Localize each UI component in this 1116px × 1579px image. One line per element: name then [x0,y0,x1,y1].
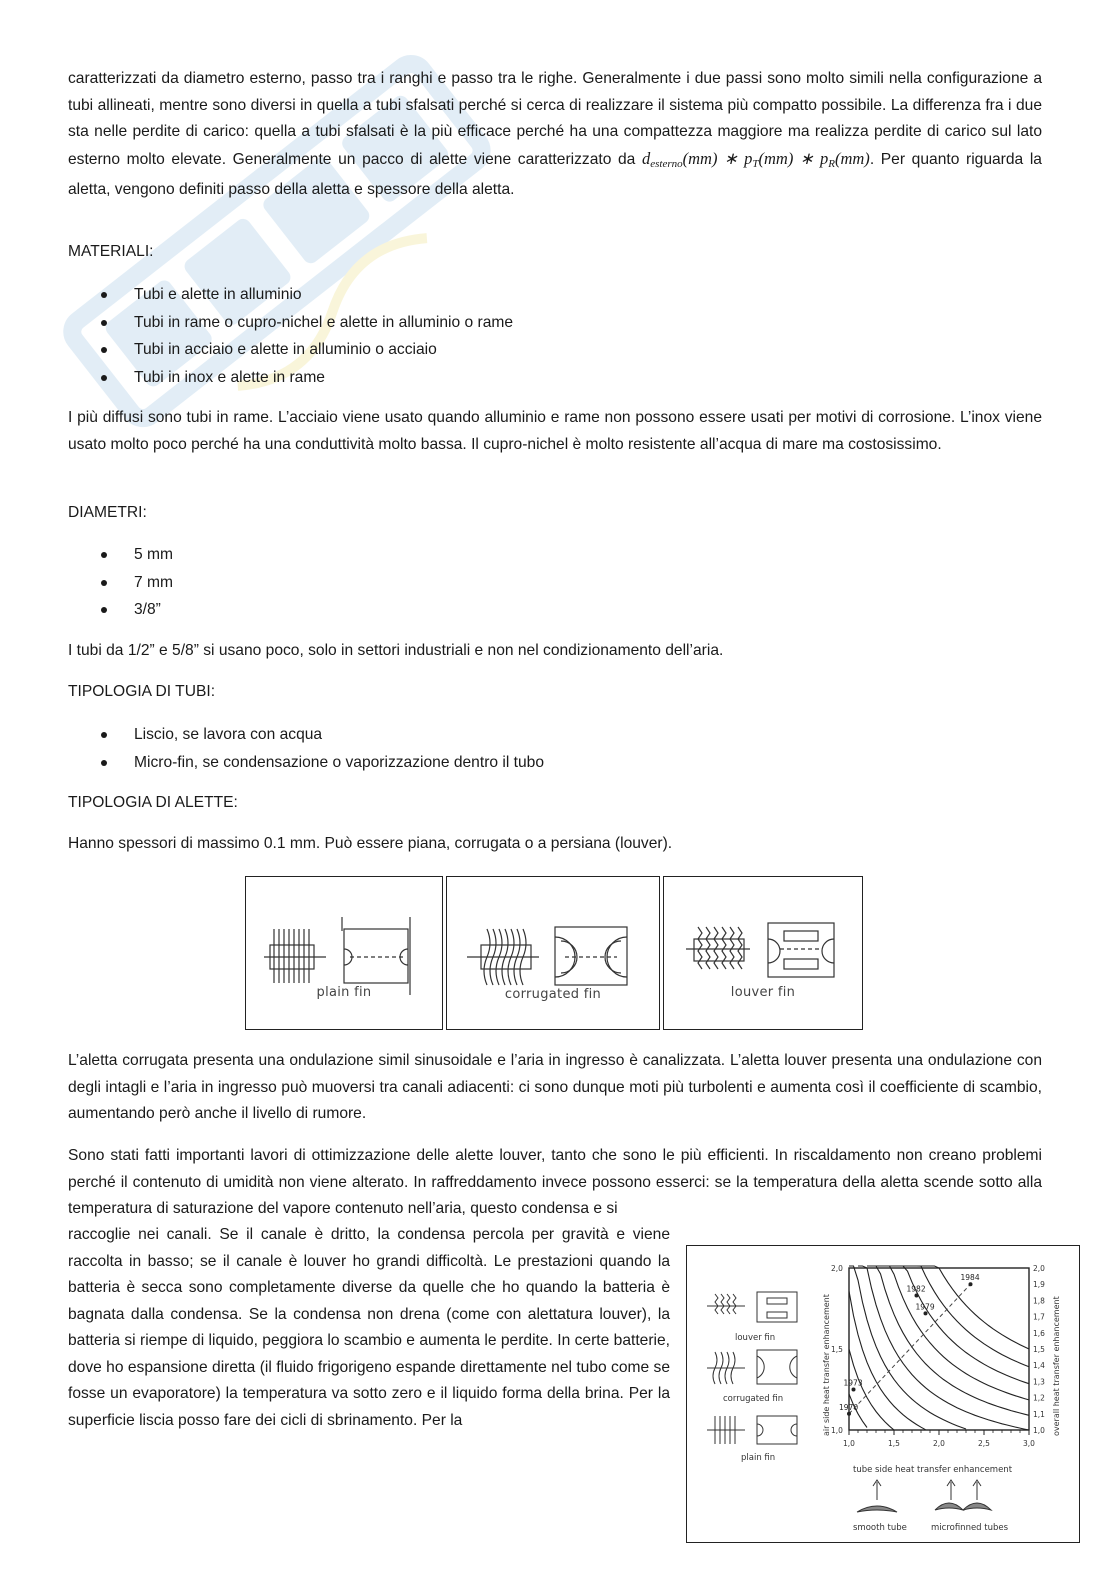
plot-frame [849,1268,1029,1430]
y2-tick-label: 1,6 [1033,1328,1045,1338]
y-tick-label: 2,0 [831,1264,843,1273]
list-item: Liscio, se lavora con acqua [68,721,544,749]
iso-curve-1-5 [858,1266,1029,1430]
iso-curve-1-6 [867,1266,1029,1415]
alette-intro: Hanno spessori di massimo 0.1 mm. Può essere piana, corrugata o a persiana (louver). [68,835,673,852]
y-tick-label: 1,5 [831,1345,843,1354]
intro-text-2: . Per quanto riguarda la aletta, vengono definiti passo della aletta e spessore della aletta. [68,150,1042,198]
list-item: 5 mm [68,541,173,569]
heading-tipologia-tubi: TIPOLOGIA DI TUBI: [68,683,216,700]
tubi-list [68,721,544,776]
y2-tick-label: 1,9 [1033,1280,1045,1290]
x-tick-label: 3,0 [1023,1439,1035,1448]
diametri-note: I tubi da 1/2” e 5/8” si usano poco, solo in settori industriali e non nel condizionamento dell’aria. [68,642,724,659]
left-label-corrugated: corrugated fin [723,1394,784,1404]
y2-tick-label: 1,7 [1033,1312,1045,1322]
list-item: Tubi in rame o cupro-nichel e alette in alluminio o rame [68,309,513,337]
fin-pack-formula: $d_{esterno}(mm)$ ∗ $p_T(mm)$ ∗ $p_R(mm)$ [641,148,870,170]
y2-axis-label: overall heat transfer enhancement [1052,1296,1061,1436]
year-point [924,1311,928,1315]
heading-tipologia-alette: TIPOLOGIA DI ALETTE: [68,794,238,811]
list-item: Tubi e alette in alluminio [68,281,513,309]
heading-materiali: MATERIALI: [68,243,154,260]
heat-transfer-enhancement-chart [686,1245,1080,1543]
y-axis-label: air side heat transfer enhancement [822,1294,831,1436]
plain-fin-figure [245,876,443,1030]
year-label: 1973 [843,1378,863,1388]
smooth-tube-label: smooth tube [853,1523,907,1533]
year-point [915,1294,919,1298]
list-item: 7 mm [68,569,173,597]
list-item: Tubi in inox e alette in rame [68,364,513,392]
chart-left-fins [707,1292,797,1444]
corrugated-fin-drawing [447,887,659,997]
alette-description: L’aletta corrugata presenta una ondulazione simil sinusoidale e l’aria in ingresso è canalizzata. L’aletta louver presenta una ondulazione con degli intagli e l’aria in ingresso può muoversi tra canali adiacenti: ci sono dunque moti più turbolenti e aumenta così il coefficiente di scambio, aumentando però anche il livello di rumore. [68,1052,1042,1122]
year-label: 1970 [839,1402,859,1412]
y2-tick-label: 1,1 [1033,1409,1045,1419]
intro-paragraph [68,66,1042,204]
plain-fin-caption: plain fin [316,985,372,1000]
y2-tick-label: 1,4 [1033,1361,1045,1371]
louver-fin-figure [663,876,863,1030]
list-item: 3/8” [68,596,173,624]
y2-tick-label: 1,0 [1033,1426,1045,1435]
chart-svg [687,1246,1079,1542]
iso-curve-1-3 [849,1291,926,1430]
year-point [969,1282,973,1286]
trend-line [849,1284,971,1414]
y2-tick-label: 1,3 [1033,1377,1045,1387]
louver-fin-drawing [664,887,862,997]
y-tick-label: 1,0 [831,1426,843,1435]
corrugated-fin-caption: corrugated fin [504,987,602,1002]
list-item: Tubi in acciaio e alette in alluminio o acciaio [68,336,513,364]
year-label: 1984 [960,1273,980,1283]
heading-diametri: DIAMETRI: [68,504,147,521]
x-tick-label: 2,5 [978,1439,990,1448]
year-point [847,1412,851,1416]
list-item: Micro-fin, se condensazione o vaporizzazione dentro il tubo [68,749,544,777]
left-label-louver: louver fin [735,1333,776,1343]
plain-fin-drawing [246,887,442,997]
materiali-list [68,281,513,391]
left-label-plain: plain fin [741,1453,776,1463]
y2-tick-label: 1,8 [1033,1296,1045,1306]
iso-curve-1-2 [849,1349,894,1430]
materiali-note: I più diffusi sono tubi in rame. L’acciaio viene usato quando alluminio e rame non possono essere usati per motivi di corrosione. L’inox viene usato molto poco perché ha una conduttività molto bassa. Il cupro-nichel è molto resistente all’acqua di mare ma costosissimo. [68,409,1042,453]
year-label: 1982 [906,1284,926,1294]
x-tick-label: 1,5 [888,1439,900,1448]
bottom-tubes [857,1480,991,1512]
plot-area [831,1264,1045,1448]
louver-fin-caption: louver fin [730,985,796,1000]
microfinned-tubes-label: microfinned tubes [931,1523,1009,1533]
y2-tick-label: 1,2 [1033,1393,1045,1403]
ottimizzazione-paragraph: Sono stati fatti importanti lavori di ottimizzazione delle alette louver, tanto che sono le più efficienti. In riscaldamento non creano problemi perché il contenuto di umidità non viene alterato. In raffreddamento invece possono esserci: se la temperatura della aletta scende sotto alla temperatura di saturazione del vapore contenuto nell’aria, questo condensa e si [68,1147,1042,1217]
year-label: 1979 [915,1302,935,1312]
x-axis-label: tube side heat transfer enhancement [853,1465,1013,1475]
y2-tick-label: 2,0 [1033,1264,1045,1273]
x-tick-label: 2,0 [933,1439,945,1448]
y2-tick-label: 1,5 [1033,1345,1045,1354]
diametri-list [68,541,173,624]
intro-text-1: caratterizzati da diametro esterno, passo tra i ranghi e passo tra le righe. Generalmente i due passi sono molto simili nella configurazione a tubi allineati, mentre sono diversi in quella a tubi sfalsati perché si cerca di realizzare il sistema più compatto possibile. La differenza fra i due sta nelle perdite di carico: quella a tubi sfalsati è la più efficace perché ha una compattezza maggiore ma realizza perdite di carico sul lato esterno molto elevate. Generalmente un pacco di alette viene caratterizzato da [68,70,1042,168]
ottimizzazione-continued: raccoglie nei canali. Se il canale è dritto, la condensa percola per gravità e viene raccolta in basso; se il canale è louver ho grandi difficoltà. Le prestazioni quando la batteria è secca sono completamente diverse da quelle che ho quando la batteria è bagnata dalla condensa. Se la condensa non drena (come con alettatura louver), la batteria si riempe di liquido, peggiora lo scambio e aumenta le perdite. In certe batterie, dove ho espansione diretta (il fluido frigorigeno espande direttamente nel tubo come se fosse un evaporatore) la temperatura va sotto zero e il liquido forma della brina. Per la superficie liscia posso fare dei cicli di sbrinamento. Per la [68,1226,670,1429]
iso-curve-1-7 [876,1266,1029,1400]
corrugated-fin-figure [446,876,660,1030]
year-point [852,1388,856,1392]
x-tick-label: 1,0 [843,1439,855,1448]
